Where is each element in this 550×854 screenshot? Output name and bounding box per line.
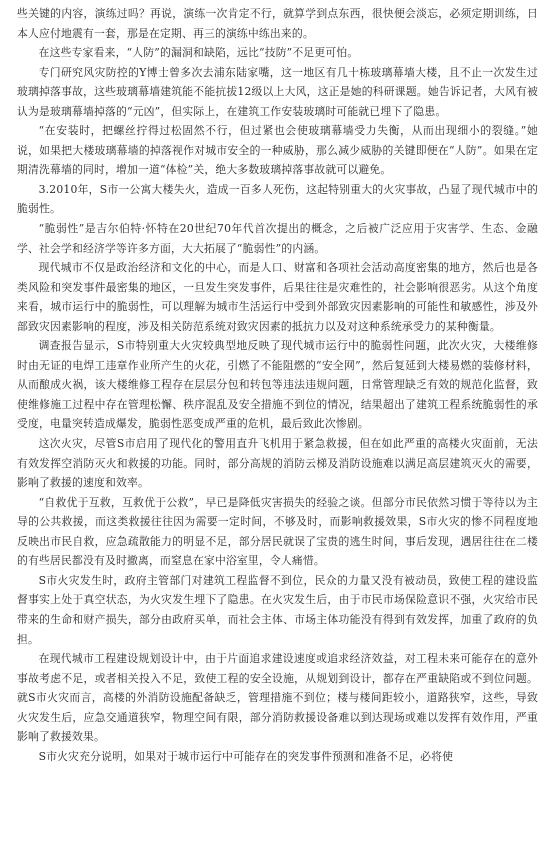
paragraph: 些关键的内容，演练过吗？再说，演练一次肯定不行，就算学到点东西，很快便会淡忘，必须定期训练，日本人应付地震有一套，那是在定期、再三的演练中练出来的。 [17, 7, 538, 40]
paragraph: 专门研究风灾防控的Y博士曾多次去浦东陆家嘴，这一地区有几十栋玻璃幕墙大楼，且不止一次发生过玻璃掉落事故，这些玻璃幕墙建筑能不能抗拔12级以上大风，这正是她的科研课题。她告诉记者，大风有被认为是玻璃幕墙掉落的“元凶”，但实际上，在建筑工作安装玻璃时可能就已埋下了隐患。 [17, 65, 538, 118]
paragraph: S市火灾发生时，政府主管部门对建筑工程监督不到位，民众的力量又没有被动员，致使工程的建设监督事实上处于真空状态，为火灾发生埋下了隐患。在火灾发生后，由于市民市场保险意识不强，火灾给市民带来的生命和财产损失，部分由政府买单，而社会主体、市场主体功能没有得到有效发挥，加重了政府的负担。 [17, 573, 538, 646]
paragraph: 3.2010年，S市一公寓大楼失火，造成一百多人死伤，这起特别重大的火灾事故，凸显了现代城市中的脆弱性。 [17, 182, 538, 216]
paragraph: 现代城市不仅是政治经济和文化的中心，而是人口、财富和各项社会活动高度密集的地方，然后也是各类风险和突发事件最密集的地区，一旦发生突发事件，后果往往是灾难性的，社会影响很恶劣。从这个角度来看，城市运行中的脆弱性，可以理解为城市生活运行中受到外部致灾因素影响的可能性和敏感性，涉及外部致灾因素影响的程度，涉及相关防范系统对致灾因素的抵抗力以及对这种系统承受力的某种衡量。 [17, 261, 538, 333]
paragraph: 在这些专家看来，“人防”的漏洞和缺陷，远比“技防”不足更可怕。 [38, 46, 359, 60]
paragraph: “脆弱性”是吉尔伯特·怀特在20世纪70年代首次提出的概念，之后被广泛应用于灾害学、生态、金融学、社会学和经济学等许多方面，大大拓展了“脆弱性”的内涵。 [17, 222, 538, 255]
paragraph: S市火灾充分说明，如果对于城市运行中可能存在的突发事件预测和准备不足，必将使 [38, 749, 454, 763]
paragraph: 调查报告显示，S市特别重大火灾较典型地反映了现代城市运行中的脆弱性问题，此次火灾，大楼维修时由无证的电焊工违章作业所产生的火花，引燃了不能阻燃的“安全网”，然后复延到大楼易燃的装修材料，从而酿成火祸，该大楼维修工程存在层层分包和转包等违法违规问题，日常管理缺乏有效的规范化监督，致使维修施工过程中存在管理松懈、秩序混乱及安全措施不到位的情况，结果超出了建筑工程系统脆弱性的承受度，电量突转造成爆发，脆弱性恶变成严重的危机，最后致此次惨剧。 [17, 339, 538, 431]
paragraph: “自救优于互救，互救优于公救”，早已是降低灾害损失的经验之谈。但部分市民依然习惯于等待以为主导的公共救援，而这类救援往往因为需要一定时间，不够及时，而影响救援效果，S市火灾的惨不同程度地反映出市民自救，应急疏散能力的明显不足，部分居民就误了宝贵的逃生时间，事后发现，遇居往往在二楼的有些居民都没有及时撤离，而窒息在家中浴室里，令人痛惜。 [17, 495, 538, 568]
paragraph: “在安装时，把螺丝拧得过松固然不行，但过紧也会使玻璃幕墙受力失衡，从而出现细小的裂缝。”她说，如果把大楼玻璃幕墙的掉落视作对城市安全的一种威胁，那么减少威胁的关键即便在“人防”。如果在定期清洗幕墙的同时，增加一道“体检”关，绝大多数玻璃掉落事故就可以避免。 [17, 124, 538, 177]
paragraph: 在现代城市工程建设规划设计中，由于片面追求建设速度或追求经济效益，对工程未来可能存在的意外事故考虑不足，或者相关投入不足，致使工程的安全设施，从规划到设计，都存在严重缺陷或不到位问题。就S市火灾而言，高楼的外消防设施配备缺乏，管理措施不到位；楼与楼间距较小，道路狭窄，这些，导致火灾发生后，应急交通道狭窄，物理空间有限，部分消防救援设备难以到达现场或难以发挥有效作用，严重影响了救援效果。 [17, 652, 538, 744]
paragraph: 这次火灾，尽管S市启用了现代化的警用直升飞机用于紧急救援，但在如此严重的高楼火灾面前，无法有效发挥空消防灭火和救援的功能。同时，部分高规的消防云梯及消防设施难以满足高层建筑灭火的需要，影响了救援的速度和效率。 [17, 437, 538, 490]
